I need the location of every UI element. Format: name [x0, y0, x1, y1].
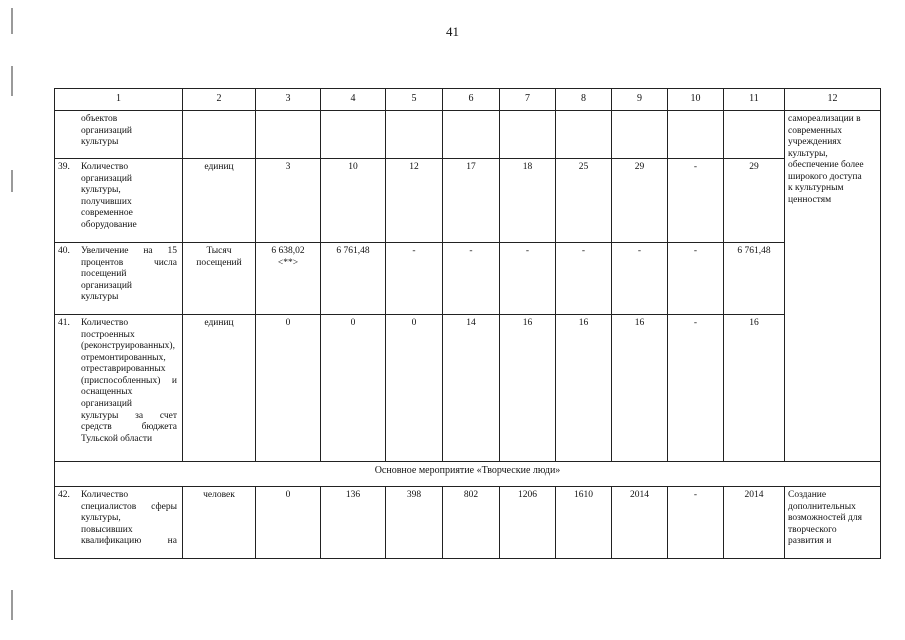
header-cell: 2	[183, 89, 256, 111]
page-number: 41	[446, 24, 459, 39]
name-line: культуры за счет	[81, 410, 177, 421]
margin-mark	[11, 170, 13, 192]
value-cell: 136	[321, 487, 386, 559]
name-line: Тульской области	[81, 433, 153, 444]
value-cell: 1206	[500, 487, 556, 559]
name-line: отремонтированных,	[81, 352, 166, 363]
name-line: квалификацию на	[81, 536, 177, 547]
value-cell: 29	[724, 159, 785, 243]
unit-cell: единиц	[183, 315, 256, 462]
value-cell: 16	[724, 315, 785, 462]
name-line: организаций	[81, 399, 133, 410]
value-cell: 17	[443, 159, 500, 243]
value-cell: 29	[612, 159, 668, 243]
table-row	[55, 243, 881, 315]
name-line: Увеличение на 15	[81, 246, 177, 256]
value-cell: -	[443, 243, 500, 315]
goal-cell	[785, 487, 881, 559]
goal-line: ценностям	[788, 195, 832, 206]
goal-line: широкого доступа	[788, 171, 862, 182]
table-row	[55, 315, 881, 462]
indicator-name-cell	[55, 243, 183, 315]
name-line: организаций	[81, 280, 133, 291]
name-line: оборудование	[81, 219, 137, 230]
header-row	[55, 89, 881, 111]
value-cell: 10	[321, 159, 386, 243]
header-cell: 5	[386, 89, 443, 111]
name-line: оснащенных	[81, 387, 133, 398]
name-line: отреставрированных	[81, 364, 166, 375]
value-cell: 12	[386, 159, 443, 243]
header-cell: 10	[668, 89, 724, 111]
value-cell: -	[556, 243, 612, 315]
value-cell: 16	[612, 315, 668, 462]
value-text: 6 638,02	[271, 246, 305, 256]
name-line: (реконструированных),	[81, 341, 175, 352]
name-line: современное	[81, 208, 133, 219]
value-cell: 14	[443, 315, 500, 462]
unit-cell: человек	[183, 487, 256, 559]
header-cell: 8	[556, 89, 612, 111]
value-cell: 802	[443, 487, 500, 559]
value-cell: -	[668, 159, 724, 243]
indicator-name-cell	[55, 111, 183, 159]
margin-mark	[11, 8, 13, 34]
unit-cell: Тысяч посещений	[183, 243, 256, 315]
indicators-table	[54, 88, 881, 559]
value-cell: 0	[256, 487, 321, 559]
name-line: посещений	[81, 269, 127, 280]
name-line: Количество	[81, 162, 129, 172]
goal-line: учреждениях	[788, 137, 842, 148]
section-row	[55, 462, 881, 487]
row-number: 41.	[58, 318, 70, 328]
name-line: построенных	[81, 329, 135, 340]
table-row	[55, 111, 881, 159]
value-cell: -	[668, 315, 724, 462]
value-cell: 0	[386, 315, 443, 462]
name-line: повысивших	[81, 524, 133, 535]
goal-line: возможностей для	[788, 513, 862, 524]
goal-line: современных	[788, 125, 842, 136]
indicator-name-cell	[55, 487, 183, 559]
name-line: получивших	[81, 196, 132, 207]
section-title: Основное мероприятие «Творческие люди»	[55, 462, 881, 487]
value-cell: 2014	[612, 487, 668, 559]
value-cell: 1610	[556, 487, 612, 559]
table-row	[55, 487, 881, 559]
header-cell: 3	[256, 89, 321, 111]
goal-line: обеспечение более	[788, 160, 864, 171]
header-cell: 4	[321, 89, 386, 111]
value-cell: -	[386, 243, 443, 315]
name-line: культуры,	[81, 513, 121, 524]
name-line: Количество	[81, 490, 129, 500]
value-cell: 398	[386, 487, 443, 559]
header-cell: 1	[55, 89, 183, 111]
goal-line: культуры,	[788, 148, 828, 159]
goal-line: к культурным	[788, 183, 844, 194]
unit-cell: единиц	[183, 159, 256, 243]
value-cell: 0	[256, 315, 321, 462]
row-number: 42.	[58, 490, 70, 500]
indicator-name-cell	[55, 315, 183, 462]
value-cell: 6 761,48	[724, 243, 785, 315]
goal-line: Создание	[788, 490, 827, 500]
value-cell	[256, 243, 321, 315]
value-cell: 2014	[724, 487, 785, 559]
header-cell: 7	[500, 89, 556, 111]
value-cell: 16	[556, 315, 612, 462]
row-number: 40.	[58, 246, 70, 256]
goal-line: дополнительных	[788, 501, 856, 512]
row-number: 39.	[58, 162, 70, 172]
header-cell: 12	[785, 89, 881, 111]
goal-line: самореализации в	[788, 114, 861, 124]
value-cell: 18	[500, 159, 556, 243]
goal-line: творческого	[788, 524, 837, 535]
name-line: Количество	[81, 318, 129, 328]
goal-cell	[785, 111, 881, 462]
value-cell: 0	[321, 315, 386, 462]
value-cell: -	[500, 243, 556, 315]
name-line: организаций	[81, 173, 133, 184]
value-cell: -	[668, 487, 724, 559]
name-line: (приспособленных) и	[81, 375, 177, 386]
header-cell: 9	[612, 89, 668, 111]
header-cell: 11	[724, 89, 785, 111]
name-line: культуры,	[81, 185, 121, 196]
name-line: культуры	[81, 137, 119, 148]
name-line: объектов	[81, 114, 118, 124]
value-cell: -	[668, 243, 724, 315]
name-line: организаций	[81, 125, 133, 136]
margin-mark	[11, 590, 13, 620]
value-cell: 6 761,48	[321, 243, 386, 315]
value-cell: 25	[556, 159, 612, 243]
margin-mark	[11, 66, 13, 96]
header-cell: 6	[443, 89, 500, 111]
value-cell: -	[612, 243, 668, 315]
name-line: культуры	[81, 292, 119, 303]
name-line: процентов числа	[81, 257, 177, 268]
goal-line: развития и	[788, 536, 832, 547]
name-line: средств бюджета	[81, 422, 177, 433]
indicator-name-cell	[55, 159, 183, 243]
value-cell: 3	[256, 159, 321, 243]
name-line: специалистов сферы	[81, 501, 177, 512]
table-row	[55, 159, 881, 243]
footnote-mark: <**>	[277, 257, 299, 268]
value-cell: 16	[500, 315, 556, 462]
